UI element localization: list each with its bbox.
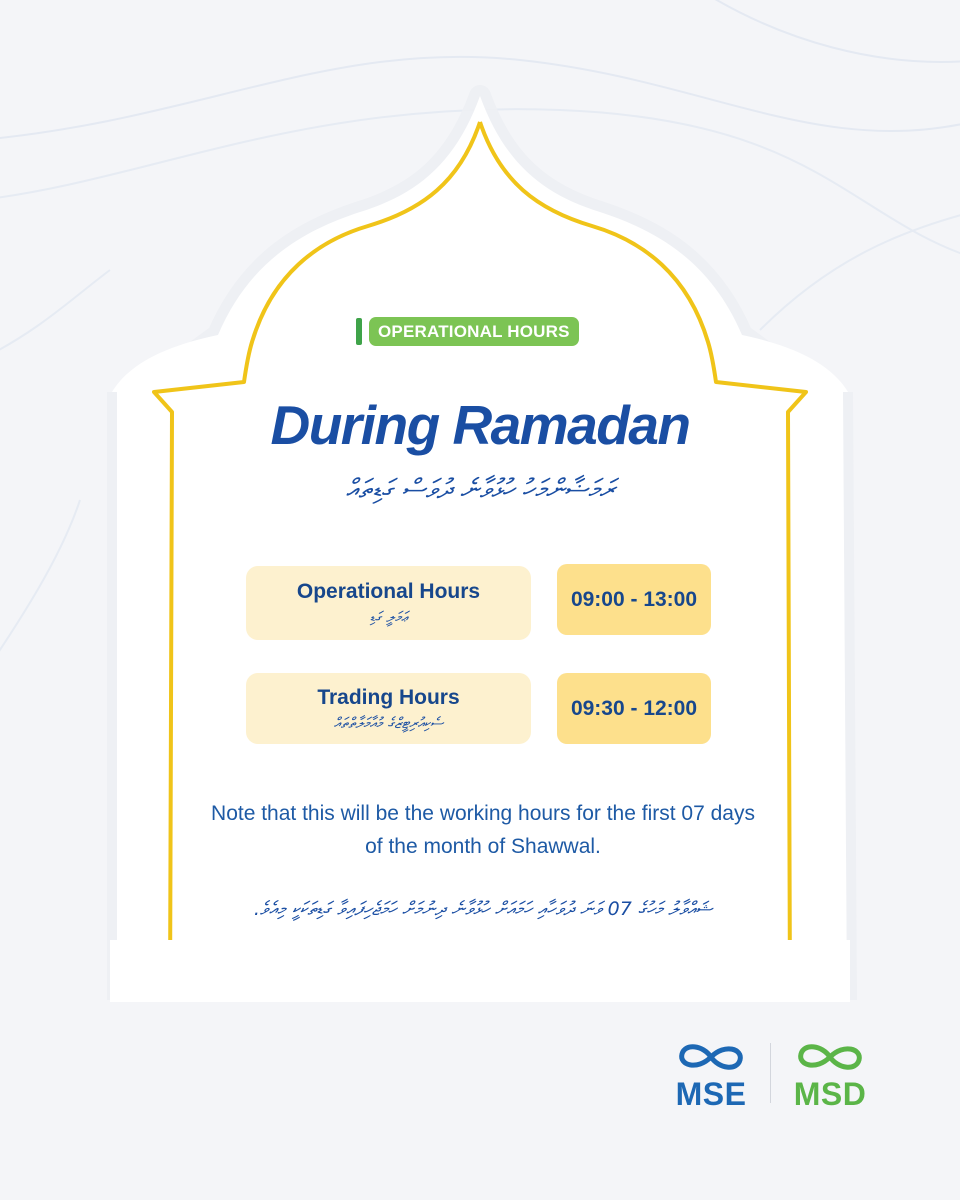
row-label: Trading Hours — [317, 685, 460, 709]
trading-hours-label-card — [246, 673, 531, 744]
section-badge — [356, 317, 579, 346]
row-label-dhivehi: ސެކިއުރިޓީޒްގެ މުއާމަލާތްތައް — [333, 713, 444, 732]
msd-logo-text: MSD — [793, 1076, 867, 1112]
trading-hours-time: 09:30 - 12:00 — [557, 673, 711, 744]
operational-hours-time: 09:00 - 13:00 — [557, 564, 711, 635]
infinity-icon — [675, 1040, 747, 1074]
mse-logo — [666, 1040, 756, 1113]
page-title: During Ramadan — [270, 394, 690, 456]
shawwal-note: Note that this will be the working hours for the first 07 days of the month of Shawwal. — [211, 802, 755, 858]
badge-label: OPERATIONAL HOURS — [369, 317, 579, 346]
page-title-dhivehi: ރަމަޟާންމަހު ހުޅުވާނެ ދުވަސް ގަޑިތައް — [345, 474, 615, 505]
shawwal-note-dhivehi: ޝައްވާލު މަހުގެ 07 ވަނަ ދުވަހާއި ހަމައަށް ހުޅުވާނެ ދިނުމަށް ހަމަޖެހިފައިވާ ގަޑިތަކަކީ މިއެވެ. — [253, 898, 713, 920]
operational-hours-label-card — [246, 566, 531, 640]
row-label-dhivehi: ޢަމަލީ ގަޑި — [369, 608, 408, 626]
infinity-icon — [794, 1040, 866, 1074]
row-label: Operational Hours — [296, 580, 481, 603]
badge-accent-bar — [356, 318, 362, 345]
mse-logo-text: MSE — [675, 1076, 747, 1112]
msd-logo — [785, 1040, 875, 1113]
logo-divider — [770, 1043, 771, 1103]
